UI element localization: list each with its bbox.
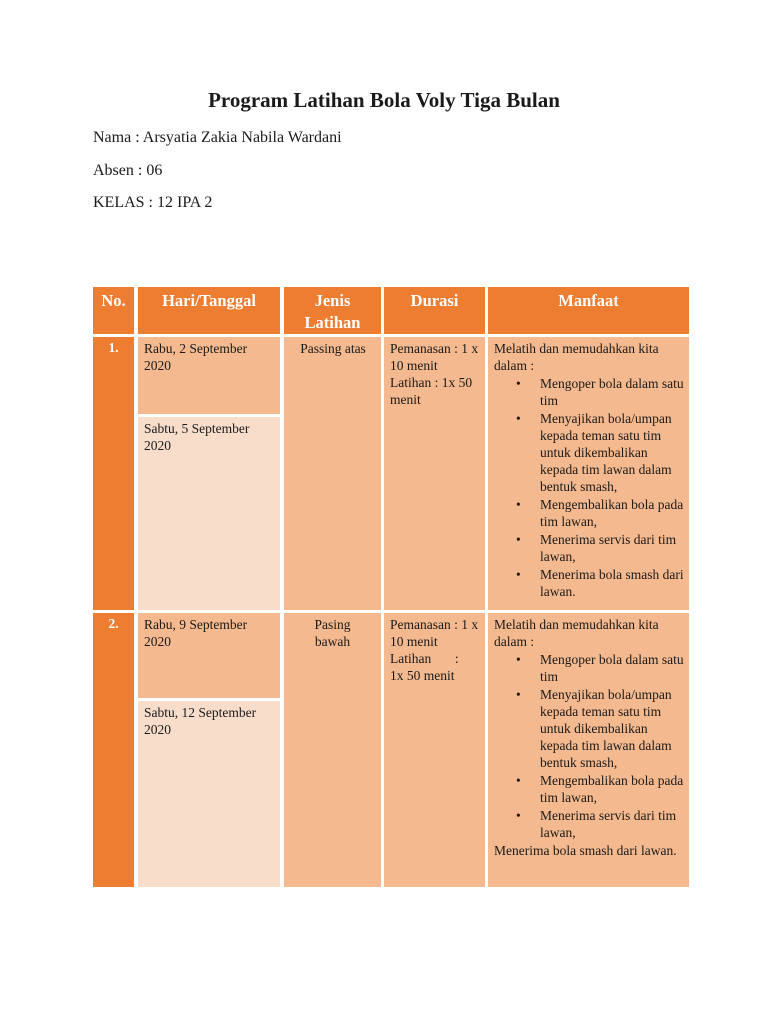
header-manfaat: Manfaat [488, 287, 689, 334]
durasi-line: Pemanasan : 1 x 10 menit [390, 341, 479, 373]
student-name: Nama : Arsyatia Zakia Nabila Wardani [93, 129, 342, 146]
manfaat-item: • Menerima bola smash dari lawan. [494, 566, 684, 600]
date-cell: Rabu, 2 September 2020 [138, 337, 280, 414]
manfaat-item: • Mengoper bola dalam satu tim [494, 651, 684, 685]
training-table [93, 287, 689, 887]
manfaat-item: • Menyajikan bola/umpan kepada teman satu tim untuk dikembalikan kepada tim lawan dalam bentuk smash, [494, 410, 684, 495]
header-jenis-latihan [284, 287, 381, 334]
header-no: No. [93, 287, 134, 334]
manfaat-tail: Menerima bola smash dari lawan. [494, 843, 677, 858]
manfaat-item: • Menerima servis dari tim lawan, [494, 531, 684, 565]
manfaat-item: • Mengembalikan bola pada tim lawan, [494, 496, 684, 530]
durasi-cell [384, 613, 485, 887]
manfaat-item: • Menyajikan bola/umpan kepada teman satu tim untuk dikembalikan kepada tim lawan dalam bentuk smash, [494, 686, 684, 771]
durasi-line: Pemanasan : 1 x 10 menit [390, 617, 479, 649]
date-cell: Sabtu, 12 September 2020 [138, 701, 280, 887]
manfaat-intro: Melatih dan memudahkan kita dalam : [494, 617, 659, 649]
durasi-line: Latihan : [390, 651, 459, 666]
row-number: 1. [93, 337, 134, 610]
header-jenis-line1: Jenis [314, 291, 351, 310]
durasi-line: 1x 50 menit [390, 668, 455, 683]
student-absen: Absen : 06 [93, 162, 163, 179]
date-cell: Sabtu, 5 September 2020 [138, 417, 280, 610]
header-hari-tanggal: Hari/Tanggal [138, 287, 280, 334]
manfaat-item: • Mengoper bola dalam satu tim [494, 375, 684, 409]
date-cell: Rabu, 9 September 2020 [138, 613, 280, 698]
row-number: 2. [93, 613, 134, 887]
header-durasi: Durasi [384, 287, 485, 334]
jenis-cell: Pasing bawah [284, 613, 381, 887]
document-title: Program Latihan Bola Voly Tiga Bulan [208, 88, 560, 112]
durasi-line: Latihan : 1x 50 menit [390, 375, 473, 407]
student-class: KELAS : 12 IPA 2 [93, 194, 213, 211]
manfaat-list [494, 375, 684, 600]
jenis-cell: Passing atas [284, 337, 381, 610]
manfaat-intro: Melatih dan memudahkan kita dalam : [494, 341, 659, 373]
manfaat-item: • Mengembalikan bola pada tim lawan, [494, 772, 684, 806]
manfaat-cell [488, 337, 689, 610]
manfaat-cell [488, 613, 689, 887]
durasi-cell [384, 337, 485, 610]
header-jenis-line2: Latihan [304, 313, 361, 332]
manfaat-item: • Menerima servis dari tim lawan, [494, 807, 684, 841]
manfaat-list [494, 651, 684, 841]
